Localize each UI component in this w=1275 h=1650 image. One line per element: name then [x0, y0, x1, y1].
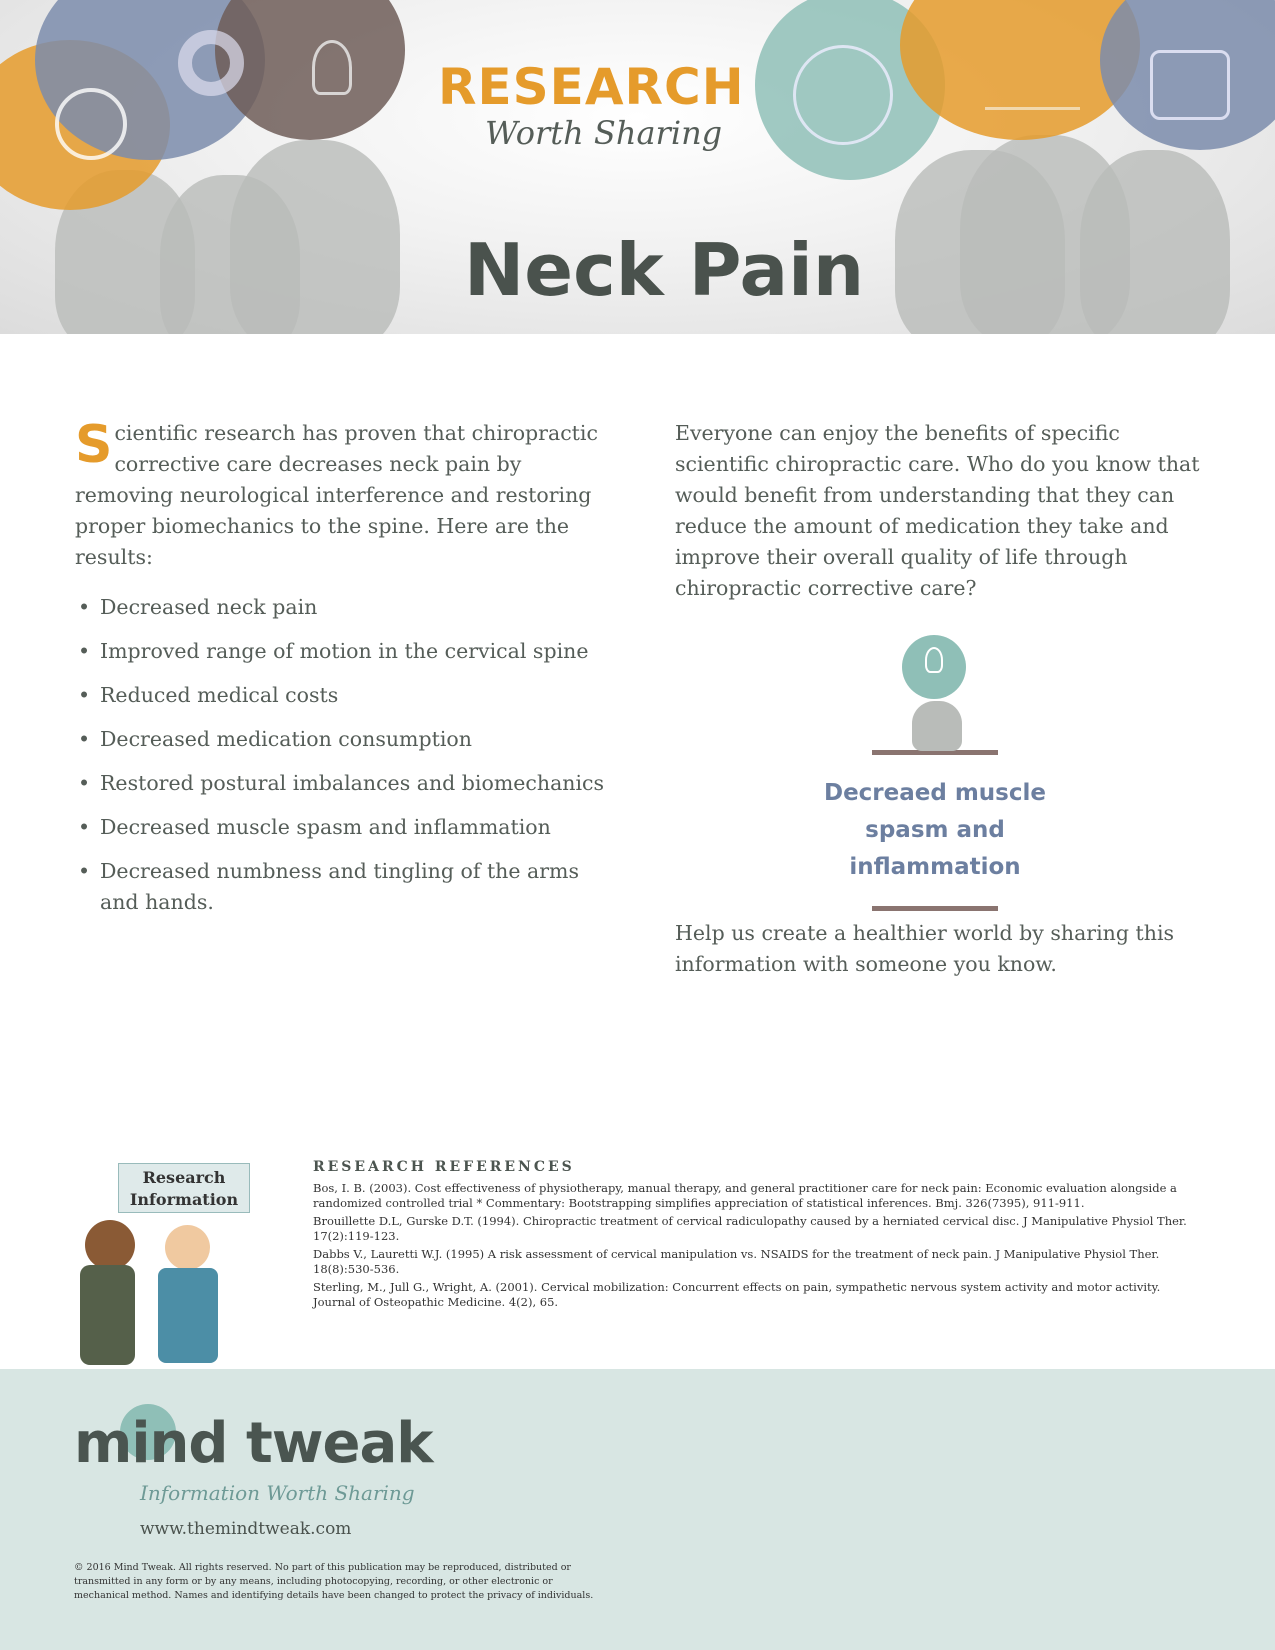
list-item: • Decreased medication consumption: [75, 724, 615, 755]
bearded-man: [85, 1220, 135, 1270]
list-item: • Reduced medical costs: [75, 680, 615, 711]
intro-paragraph: [75, 415, 615, 573]
spotlight-callout: [820, 635, 1050, 911]
list-item: • Decreased muscle spasm and inflammation: [75, 812, 615, 843]
lightbulb-icon: [312, 40, 352, 95]
copyright-notice: © 2016 Mind Tweak. All rights reserved. No part of this publication may be reproduced, distributed or transmitted in any form or by any means, including photocopying, recording, or other electronic or mechanical method. Names and identifying details have been changed to protect the privacy of individuals.: [74, 1562, 594, 1601]
reference-item: Sterling, M., Jull G., Wright, A. (2001). Cervical mobilization: Concurrent effects on pain, sympathetic nervous system activity and motor activity. Journal of Osteopathic Medicine. 4(2), 65.: [313, 1280, 1161, 1309]
intro-text: cientific research has proven that chiropractic corrective care decreases neck pain by removing neurological interference and restoring proper biomechanics to the spine. Here are the results:: [75, 421, 598, 569]
header-banner: [0, 0, 1275, 334]
smiling-man-body: [158, 1268, 218, 1363]
list-item: • Decreased numbness and tingling of the arms and hands.: [75, 856, 615, 918]
bar-chart-icon: [985, 55, 1080, 110]
footer: [0, 1369, 1275, 1650]
globe-icon: [793, 45, 893, 145]
lightbulb-bubble: [215, 0, 405, 140]
spotlight-text: Decreaed muscle spasm and inflammation: [823, 780, 1046, 880]
gear-icon: [178, 30, 244, 96]
reference-item: Bos, I. B. (2003). Cost effectiveness of physiotherapy, manual therapy, and general practitioner care for neck pain: Economic evaluation alongside a randomized controlled trial * Commentary: Bootstrapping simplifies appreciation of statistical inferences. Bmj. 326(7395), 911-911.: [313, 1181, 1177, 1210]
bearded-man-body: [80, 1265, 135, 1365]
list-item: • Restored postural imbalances and biomechanics: [75, 768, 615, 799]
page-title: Neck Pain: [464, 228, 865, 312]
brand-subtitle: Worth Sharing: [485, 114, 723, 152]
website-link[interactable]: www.themindtweak.com: [140, 1519, 352, 1539]
target-icon: [55, 88, 127, 160]
research-sign: Research Information: [118, 1163, 250, 1213]
puzzle-icon: [1150, 50, 1230, 120]
reference-item: Brouillette D.L, Gurske D.T. (1994). Chiropractic treatment of cervical radiculopathy caused by a herniated cervical disc. J Manipulative Physiol Ther. 17(2):119-123.: [313, 1214, 1187, 1243]
research-characters-illustration: [70, 1160, 260, 1370]
head-silhouette: [230, 140, 400, 334]
head-silhouette: [1080, 150, 1230, 334]
closing-paragraph: Help us create a healthier world by sharing this information with someone you know.: [675, 921, 1175, 976]
divider-bottom: [872, 906, 998, 911]
list-item: • Improved range of motion in the cervical spine: [75, 636, 615, 667]
brand-title: RESEARCH: [438, 58, 745, 116]
tagline: Information Worth Sharing: [140, 1481, 415, 1505]
research-references: [313, 1160, 1203, 1313]
references-heading: RESEARCH REFERENCES: [313, 1159, 575, 1175]
head-lightbulb-icon: [820, 635, 1050, 750]
mind-tweak-logo: mind tweak: [74, 1411, 433, 1476]
reference-item: Dabbs V., Lauretti W.J. (1995) A risk assessment of cervical manipulation vs. NSAIDS for the treatment of neck pain. J Manipulative Physiol Ther. 18(8):530-536.: [313, 1247, 1160, 1276]
list-item: • Decreased neck pain: [75, 592, 615, 623]
benefits-paragraph: Everyone can enjoy the benefits of specific scientific chiropractic care. Who do you know that would benefit from understanding that they can reduce the amount of medication they take and improve their overall quality of life through chiropractic corrective care?: [675, 421, 1200, 600]
results-list: [75, 592, 615, 931]
smiling-man: [165, 1225, 210, 1270]
drop-cap: S: [75, 415, 113, 475]
